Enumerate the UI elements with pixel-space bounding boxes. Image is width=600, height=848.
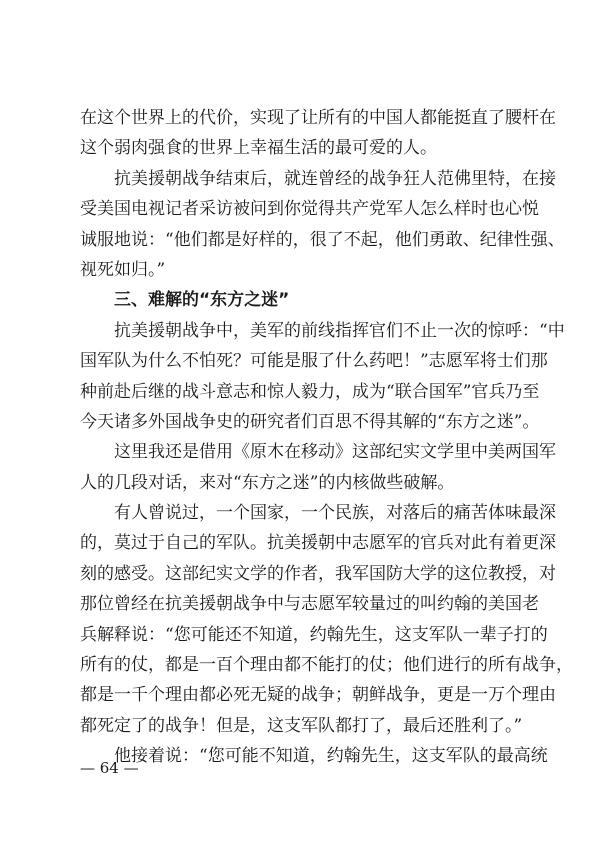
- text-line: 所有的仗，都是一百个理由都不能打的仗；他们进行的所有战争，: [80, 655, 573, 676]
- text-line: 诚服地说：“他们都是好样的，很了不起，他们勇敢、纪律性强、: [80, 229, 565, 250]
- text-line: 有人曾说过，一个国家，一个民族，对落后的痛苦体味最深: [114, 503, 556, 524]
- page-number: — 64 —: [80, 759, 139, 777]
- text-line: 他接着说：“您可能不知道，约翰先生，这支军队的最高统: [114, 746, 548, 767]
- text-line: 这里我还是借用《原木在移动》这部纪实文学里中美两国军: [114, 442, 556, 463]
- text-line: 国军队为什么不怕死？可能是服了什么药吧！”志愿军将士们那: [80, 351, 548, 372]
- text-line: 受美国电视记者采访被问到你觉得共产党军人怎么样时也心悦: [80, 199, 539, 220]
- text-line: 种前赴后继的战斗意志和惊人毅力，成为“联合国军”官兵乃至: [80, 381, 540, 402]
- text-line: 都死定了的战争！但是，这支军队都打了，最后还胜利了。”: [80, 715, 523, 736]
- text-line: 都是一千个理由都必死无疑的战争；朝鲜战争，更是一万个理由: [80, 685, 556, 706]
- body-text: [80, 103, 573, 772]
- text-line: 的，莫过于自己的军队。抗美援朝中志愿军的官兵对此有着更深: [80, 533, 556, 554]
- section-heading: 三、难解的“东方之迷”: [114, 290, 290, 311]
- text-line: 人的几段对话，来对“东方之迷”的内核做些破解。: [80, 472, 455, 493]
- text-line: 在这个世界上的代价，实现了让所有的中国人都能挺直了腰杆在: [80, 108, 556, 128]
- text-line: 这个弱肉强食的世界上幸福生活的最可爱的人。: [80, 138, 437, 159]
- text-line: 那位曾经在抗美援朝战争中与志愿军较量过的叫约翰的美国老: [80, 594, 539, 615]
- text-line: 兵解释说：“您可能还不知道，约翰先生，这支军队一辈子打的: [80, 624, 548, 645]
- text-line: 刻的感受。这部纪实文学的作者，我军国防大学的这位教授，对: [80, 563, 556, 584]
- text-line: 抗美援朝战争中，美军的前线指挥官们不止一次的惊呼：“中: [114, 320, 565, 341]
- text-line: 抗美援朝战争结束后，就连曾经的战争狂人范佛里特，在接: [114, 168, 556, 189]
- text-line: 视死如归。”: [80, 259, 166, 280]
- text-line: 今天诸多外国战争史的研究者们百思不得其解的“东方之迷”。: [80, 411, 540, 432]
